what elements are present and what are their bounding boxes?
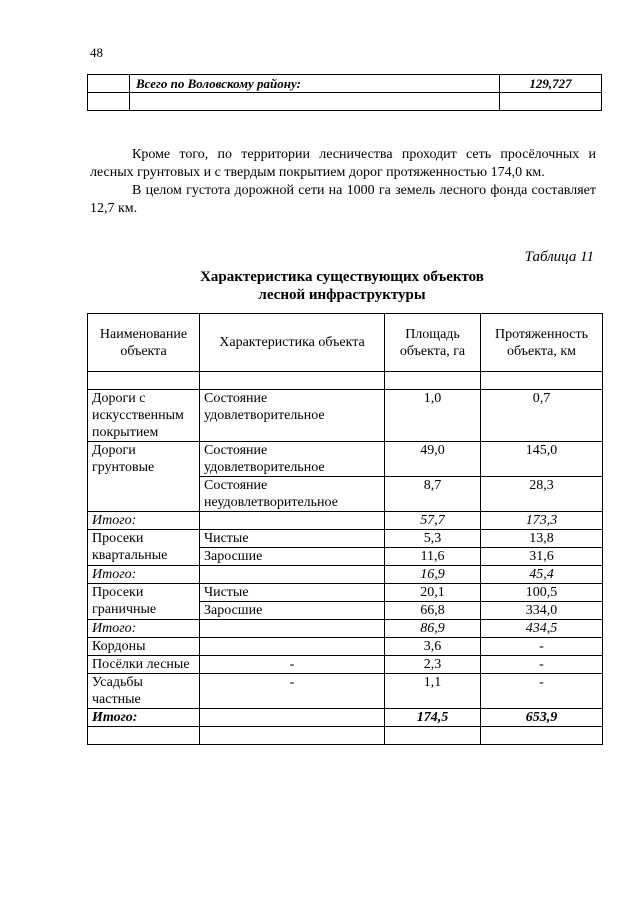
table-row bbox=[88, 512, 603, 530]
cell-name: Просеки квартальные bbox=[88, 530, 200, 566]
table-row bbox=[88, 727, 603, 745]
cell-area: 86,9 bbox=[385, 620, 481, 638]
cell-name: Дороги с искусственным покрытием bbox=[88, 390, 200, 442]
cell-area: 66,8 bbox=[385, 602, 481, 620]
cell-length: - bbox=[481, 656, 603, 674]
cell-name: Усадьбы частные bbox=[88, 674, 200, 709]
summary-table bbox=[87, 74, 602, 111]
header-area: Площадь объекта, га bbox=[385, 314, 481, 372]
header-length: Протяженность объекта, км bbox=[481, 314, 603, 372]
table-label: Таблица 11 bbox=[524, 249, 594, 265]
table-row bbox=[88, 372, 603, 390]
table-row bbox=[88, 93, 602, 111]
table-row bbox=[88, 566, 603, 584]
cell-length: 31,6 bbox=[481, 548, 603, 566]
table-row bbox=[88, 584, 603, 602]
cell-name: Кордоны bbox=[88, 638, 200, 656]
total-label: Всего по Воловскому району: bbox=[130, 75, 500, 93]
total-value: 129,727 bbox=[500, 75, 602, 93]
cell-area: 2,3 bbox=[385, 656, 481, 674]
cell-area: 8,7 bbox=[385, 477, 481, 512]
cell-area: 49,0 bbox=[385, 442, 481, 477]
cell-char: Чистые bbox=[200, 584, 385, 602]
header-object-name: Наименование объекта bbox=[88, 314, 200, 372]
cell-char: Заросшие bbox=[200, 548, 385, 566]
cell-length: 0,7 bbox=[481, 390, 603, 442]
table-row bbox=[88, 656, 603, 674]
header-characteristic: Характеристика объекта bbox=[200, 314, 385, 372]
cell-length: 13,8 bbox=[481, 530, 603, 548]
cell-length: - bbox=[481, 638, 603, 656]
cell-char: - bbox=[200, 674, 385, 709]
cell-area: 174,5 bbox=[385, 709, 481, 727]
cell-char: Состояние неудовлетворительное bbox=[200, 477, 385, 512]
cell-name: Итого: bbox=[88, 512, 200, 530]
cell-length: 434,5 bbox=[481, 620, 603, 638]
table-row bbox=[88, 442, 603, 477]
cell-name: Посёлки лесные bbox=[88, 656, 200, 674]
cell-name: Итого: bbox=[88, 709, 200, 727]
cell-length: 45,4 bbox=[481, 566, 603, 584]
cell-char: Состояние удовлетворительное bbox=[200, 442, 385, 477]
cell-length: 100,5 bbox=[481, 584, 603, 602]
paragraph: Кроме того, по территории лесничества проходит сеть просёлочных и лесных грунтовых и с твердым покрытием дорог протяженностью 174,0 км. bbox=[90, 147, 596, 180]
cell-area: 1,1 bbox=[385, 674, 481, 709]
cell-area: 16,9 bbox=[385, 566, 481, 584]
table-row bbox=[88, 709, 603, 727]
cell-name: Итого: bbox=[88, 566, 200, 584]
cell-length: 653,9 bbox=[481, 709, 603, 727]
cell-length: 173,3 bbox=[481, 512, 603, 530]
table-row bbox=[88, 620, 603, 638]
cell-name: Итого: bbox=[88, 620, 200, 638]
table-row bbox=[88, 530, 603, 548]
cell-char: - bbox=[200, 656, 385, 674]
table-header-row bbox=[88, 314, 603, 372]
cell-area: 1,0 bbox=[385, 390, 481, 442]
paragraph: В целом густота дорожной сети на 1000 га земель лесного фонда составляет 12,7 км. bbox=[90, 183, 596, 216]
cell-name: Просеки граничные bbox=[88, 584, 200, 620]
table-row bbox=[88, 75, 602, 93]
table-row bbox=[88, 390, 603, 442]
table-title: Характеристика существующих объектов лесной инфраструктуры bbox=[200, 269, 484, 303]
page-number: 48 bbox=[90, 45, 103, 60]
cell-length: - bbox=[481, 674, 603, 709]
cell-length: 334,0 bbox=[481, 602, 603, 620]
cell-char bbox=[200, 638, 385, 656]
table-row bbox=[88, 674, 603, 709]
cell-area: 20,1 bbox=[385, 584, 481, 602]
cell-area: 57,7 bbox=[385, 512, 481, 530]
cell-char: Чистые bbox=[200, 530, 385, 548]
infrastructure-table bbox=[87, 313, 603, 745]
cell-area: 11,6 bbox=[385, 548, 481, 566]
cell-char: Состояние удовлетворительное bbox=[200, 390, 385, 442]
cell-area: 3,6 bbox=[385, 638, 481, 656]
cell-char: Заросшие bbox=[200, 602, 385, 620]
cell-length: 145,0 bbox=[481, 442, 603, 477]
table-row bbox=[88, 638, 603, 656]
cell-name: Дороги грунтовые bbox=[88, 442, 200, 512]
body-text bbox=[90, 146, 596, 218]
cell-area: 5,3 bbox=[385, 530, 481, 548]
cell-length: 28,3 bbox=[481, 477, 603, 512]
